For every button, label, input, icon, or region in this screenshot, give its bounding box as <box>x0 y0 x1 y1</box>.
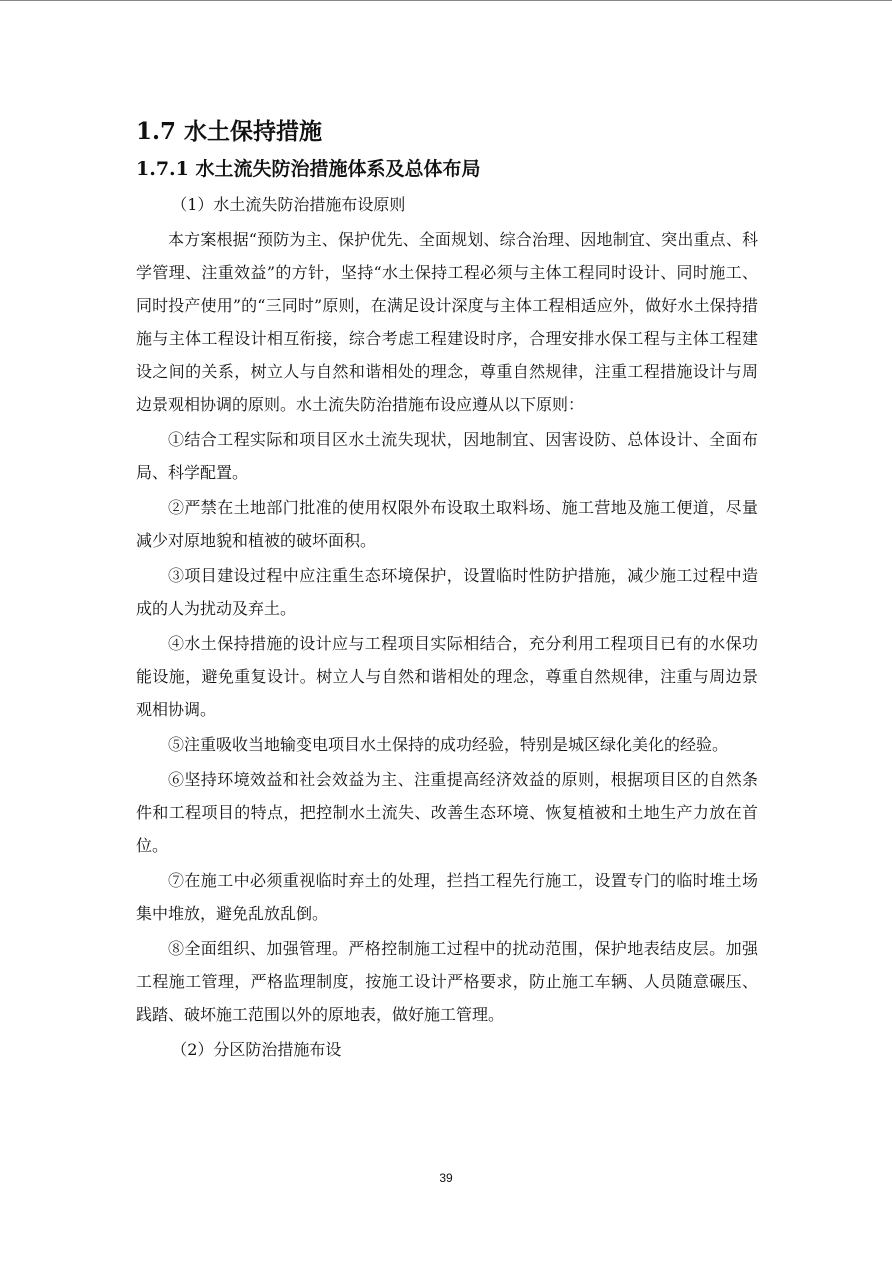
principle-item-3: ③项目建设过程中应注重生态环境保护，设置临时性防护措施，减少施工过程中造成的人为扰动及弃土。 <box>136 566 758 618</box>
page-top-border <box>0 0 892 1</box>
principle-item-8: ⑧全面组织、加强管理。严格控制施工过程中的扰动范围，保护地表结皮层。加强工程施工管理，严格监理制度，按施工设计严格要求，防止施工车辆、人员随意碾压、践踏、破坏施工范围以外的原地表，做好施工管理。 <box>136 939 758 1024</box>
principles-title: （1）水土流失防治措施布设原则 <box>171 195 406 214</box>
page-number: 39 <box>439 1171 453 1185</box>
document-page <box>136 114 758 1068</box>
intro-paragraph: 本方案根据“预防为主、保护优先、全面规划、综合治理、因地制宜、突出重点、科学管理、注重效益”的方针，坚持“水土保持工程必须与主体工程同时设计、同时施工、同时投产使用”的“三同时”原则，在满足设计深度与主体工程相适应外，做好水土保持措施与主体工程设计相互衔接，综合考虑工程建设时序，合理安排水保工程与主体工程建设之间的关系，树立人与自然和谐相处的理念，尊重自然规律，注重工程措施设计与周边景观相协调的原则。水土流失防治措施布设应遵从以下原则： <box>136 230 758 414</box>
subsection-heading: 1.7.1 水土流失防治措施体系及总体布局 <box>136 158 481 180</box>
principle-item-1: ①结合工程实际和项目区水土流失现状，因地制宜、因害设防、总体设计、全面布局、科学配置。 <box>136 430 758 482</box>
principle-item-6: ⑥坚持环境效益和社会效益为主、注重提高经济效益的原则，根据项目区的自然条件和工程项目的特点，把控制水土流失、改善生态环境、恢复植被和土地生产力放在首位。 <box>136 770 758 855</box>
principle-item-4: ④水土保持措施的设计应与工程项目实际相结合，充分利用工程项目已有的水保功能设施，避免重复设计。树立人与自然和谐相处的理念，尊重自然规律，注重与周边景观相协调。 <box>136 634 758 719</box>
principle-item-2: ②严禁在土地部门批准的使用权限外布设取土取料场、施工营地及施工便道，尽量减少对原地貌和植被的破坏面积。 <box>136 498 758 550</box>
section-heading: 1.7 水土保持措施 <box>136 118 323 145</box>
principle-item-7: ⑦在施工中必须重视临时弃土的处理，拦挡工程先行施工，设置专门的临时堆土场集中堆放，避免乱放乱倒。 <box>136 871 758 923</box>
zoning-measures-title: （2）分区防治措施布设 <box>171 1040 342 1059</box>
principle-item-5: ⑤注重吸收当地输变电项目水土保持的成功经验，特别是城区绿化美化的经验。 <box>168 735 729 754</box>
